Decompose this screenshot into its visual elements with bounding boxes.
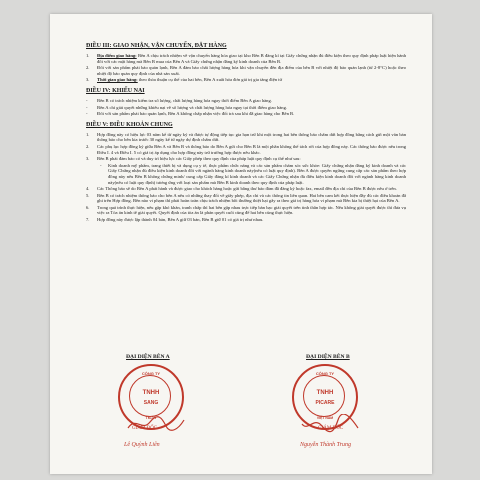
seal-text: SANG — [143, 400, 159, 406]
item-lead: Thời gian giao hàng: — [97, 77, 138, 83]
item-number: 5. — [86, 192, 90, 198]
signature-scribble-a — [126, 414, 186, 434]
document-page — [50, 14, 432, 474]
seal-text: VIỆT NAM — [316, 416, 334, 420]
article-3-heading: ĐIỀU III: GIAO NHẬN, VẬN CHUYỂN, ĐẶT HÀNG — [86, 43, 227, 49]
seal-inner-ring — [129, 375, 171, 417]
item-text: Bên A chỉ giải quyết những khiếu nại về số lượng và chất lượng hàng hóa ngay tại thời điểm giao hàng. — [97, 104, 288, 110]
contract-body — [86, 38, 406, 224]
article-5-item-3 — [86, 156, 406, 162]
article-4-item-2 — [86, 105, 406, 111]
party-b-title: ĐẠI DIỆN BÊN B — [306, 354, 350, 360]
item-number: 6. — [86, 204, 90, 210]
article-4-item-1 — [86, 98, 406, 104]
bullet-text: Kinh doanh mỹ phẩm, trang thiết bị và dụng cụ y tế, thực phẩm chức năng và các sản phẩm chăm sóc sức khỏe: Giấy chứng nhận đăng ký kinh doanh và các Giấy Chứng nhận đủ điều kiện kinh doanh đối với ngành hàng kinh doanh này(nếu có luật quy định). Bên A được quyền ngừng cung cấp các sản phẩm theo hợp đồng này nếu Bên B không chứng minh/ cung cấp Giấy đăng kí kinh doanh và các Giấy Chứng nhận đủ điều kiện kinh doanh đối với ngành hàng kinh doanh này(nếu có luật quy định) tương ứng với loại sản phẩm mà Bên B kinh doanh theo quy định của pháp luật. — [108, 162, 406, 185]
signature-scribble-b — [300, 414, 360, 434]
seal-text: TNHH — [142, 390, 160, 396]
party-b-role: GIÁM ĐỐC — [318, 426, 344, 431]
item-number: 1. — [86, 53, 90, 58]
article-5-heading: ĐIỀU V: ĐIỀU KHOẢN CHUNG — [86, 121, 173, 128]
seal-inner-ring — [303, 375, 345, 417]
seal-text: CÔNG TY — [141, 371, 161, 376]
seal-text: PICARE — [315, 400, 335, 406]
article-3-item-3 — [86, 77, 406, 83]
item-lead: Địa điểm giao hàng: — [97, 53, 137, 58]
item-number: 7. — [86, 217, 90, 223]
item-text: Đối với sản phẩm phải bảo quản lạnh, Bên A không chấp nhận việc đổi trả sau khi đã giao hàng cho Bên B. — [97, 111, 295, 117]
license-bullet — [100, 163, 406, 185]
item-text: Hợp đồng này có hiệu lực 03 năm kể từ ngày ký và được tự động tiếp tục gia hạn trừ khi một trong hai bên thông báo chấm dứt hợp đồng bằng cách gửi một văn bản thông báo cho bên kia trước 30 ngày kể từ ngày dự định chấm dứt. — [97, 131, 406, 143]
item-text: Bên B có trách nhiệm thông báo cho bên A nếu có những thay đổi về giấy phép, địa chỉ và các thông tin liên quan. Hai bên cam kết thực hiện đầy đủ các điều khoản đã ghi trên Hợp đồng. Bên nào vi phạm thì phải hoàn toàn chịu trách nhiệm bồi thường thiệt hại gây ra theo giá trị hàng hóa vi phạm mà Bên kia bị thiệt hại của Bên A. — [97, 192, 406, 204]
item-text: Hợp đồng này được lập thành 04 bản, Bên A giữ 03 bản, Bên B giữ 01 có giá trị như nhau. — [97, 217, 264, 223]
item-body: theo thỏa thuận cụ thể của hai bên, Bên A xuất hóa đơn giá trị gia tăng điện tử — [137, 77, 282, 83]
article-5-item-2 — [86, 144, 406, 155]
article-5-item-7 — [86, 217, 406, 223]
item-text — [97, 77, 406, 83]
item-text: Bên B có trách nhiệm kiểm tra số lượng, chất lượng hàng hóa ngay thời điểm Bên A giao hàng. — [97, 97, 272, 103]
article-5-item-4 — [86, 186, 406, 192]
seal-text: TNHH — [316, 390, 334, 396]
item-dash: - — [86, 104, 88, 110]
item-dash: - — [86, 97, 88, 103]
item-number: 2. — [86, 65, 90, 71]
signature-area — [86, 354, 406, 464]
party-a-title: ĐẠI DIỆN BÊN A — [126, 354, 170, 360]
bullet-dash: - — [100, 162, 102, 168]
article-5-item-5 — [86, 193, 406, 204]
item-text: Bên B phải đảm bảo có và duy trì hiệu lực các Giấy phép theo quy định của pháp luật quy định cụ thể như sau: — [97, 156, 301, 162]
party-a-signer-name: Lê Quỳnh Liên — [124, 442, 160, 448]
article-3-item-1 — [86, 53, 406, 64]
party-a-role: GIÁM ĐỐC — [132, 426, 158, 431]
item-number: 3. — [86, 77, 90, 83]
party-b-signer-name: Nguyễn Thành Trung — [300, 442, 352, 448]
item-number: 1. — [86, 131, 90, 137]
item-number: 3. — [86, 156, 90, 162]
item-text — [97, 53, 406, 64]
item-number: 2. — [86, 143, 90, 149]
seal-text: CÔNG TY — [315, 371, 335, 376]
article-5-item-6 — [86, 205, 406, 216]
item-text: Trong quá trình thực hiện, nếu gặp khó khăn, tranh chấp thì hai bên gặp nhau trực tiếp bàn bạc giải quyết trên tinh thần hợp tác. Nếu không giải quyết được thì đưa vụ việc ra Tòa án kinh tế giải quyết. Quyết định của tòa án là phán quyết cuối cùng để hai bên cùng thực hiện. — [97, 204, 406, 216]
item-body: Bên A chịu trách nhiệm về vận chuyển hàng hóa giao tại kho Bên B đăng kí tại Giấy chứng nhận đủ điều kiện theo quy định pháp luật hiện hành đối với các mặt hàng mà Bên B mua của Bên A và Giấy chứng nhận đăng ký kinh doanh của Bên B. — [97, 53, 406, 64]
article-4-item-3 — [86, 111, 406, 117]
article-3-item-2 — [86, 65, 406, 76]
item-text: Đối với sản phẩm phải bảo quản lạnh, Bên A đảm bảo chất lượng hàng hóa khi vận chuyển đến địa điểm của bên B với nhiệt độ bảo quản lạnh (từ 2-8°C) hoặc theo nhiệt độ bảo quản quy định của nhà sản xuất. — [97, 65, 406, 76]
article-4-heading: ĐIỀU IV: KHIẾU NẠI — [86, 87, 145, 94]
item-text: Các phụ lục hợp đồng ký giữa Bên A và Bên B và thông báo do Bên A gửi cho Bên B là một phần không thể tách rời của hợp đồng này. Các thông báo được nêu trong Điều I. 4 và Điều I. 5 có giá trị áp dụng cho hợp đồng này trừ trường hợp được nêu khác. — [97, 143, 406, 155]
item-text: Các Thông báo sẽ do Bên A phát hành và được giao cho khách hàng hoặc gửi bằng thư báo đảm đã đăng ký hoặc fax, email đến địa chỉ của Bên B được nêu ở trên. — [97, 186, 397, 192]
item-number: 4. — [86, 186, 90, 192]
article-5-item-1 — [86, 132, 406, 143]
seal-text: TM-DV — [145, 416, 157, 420]
item-dash: - — [86, 111, 88, 117]
